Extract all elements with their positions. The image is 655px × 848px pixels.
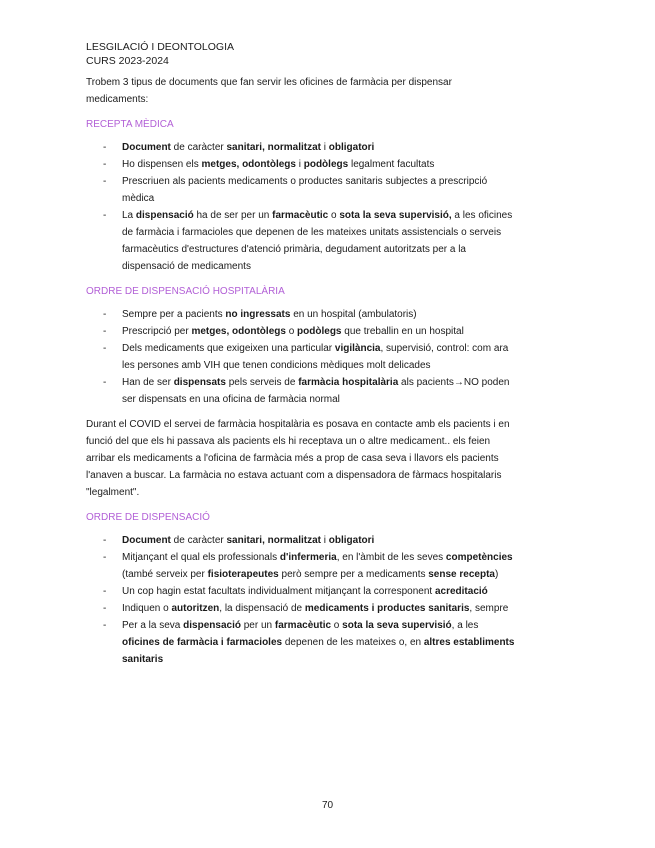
text-run: legalment facultats [348,159,435,170]
bold-text: Document [122,535,171,546]
text-run: Indiquen o [122,603,172,614]
list-item [86,306,516,323]
bold-text: podòlegs [303,159,349,170]
bullet-dash: - [103,535,107,546]
document-page [86,40,516,668]
bullet-dash: - [103,343,107,354]
bold-text: acreditació [434,586,488,597]
text-run: als pacients→NO poden ser dispensats en una oficina de farmàcia normal [122,377,510,405]
text-run: Sempre per a pacients [122,309,226,320]
bold-text: d'infermeria [279,552,337,563]
bold-text: dispensació [135,210,194,221]
bullet-dash: - [103,210,107,221]
bold-text: farmacèutic [272,210,329,221]
bold-text: altres establiments sanitaris [122,637,515,665]
text-run: , en l'àmbit de les seves [336,552,446,563]
section-title-ordre-dispensacio: ORDRE DE DISPENSACIÓ [86,512,210,523]
text-run: per un [240,620,275,631]
bullet-list-ordre-dispensacio [86,532,516,668]
list-item [86,156,516,173]
bold-text: sota la seva supervisió [342,620,452,631]
text-run: de caràcter [170,535,227,546]
list-item [86,583,516,600]
bullet-dash: - [103,377,107,388]
bold-text: medicaments i productes sanitaris [304,603,470,614]
list-item [86,617,516,668]
text-run: de caràcter [170,142,227,153]
bold-text: farmacèutic [274,620,332,631]
text-run: en un hospital (ambulatoris) [290,309,417,320]
text-run: i [295,159,304,170]
bold-text: sota la seva supervisió, [339,210,452,221]
bullet-dash: - [103,309,107,320]
text-run: , supervisió, control: com ara les persones amb VIH que tenen condicions mèdiques molt delicades [122,343,509,371]
text-run: Ho dispensen els [122,159,202,170]
list-item [86,139,516,156]
list-item [86,549,516,583]
text-run: pels serveis de [225,377,299,388]
text-run: , sempre [469,603,509,614]
text-run: , a les [451,620,479,631]
list-item [86,173,516,207]
section-title-recepta: RECEPTA MÈDICA [86,119,174,130]
text-run: i [320,142,329,153]
text-run: Prescripció per [122,326,192,337]
text-run: Dels medicaments que exigeixen una particular [122,343,335,354]
list-item [86,600,516,617]
bullet-dash: - [103,620,107,631]
text-run: La [122,210,136,221]
text-run: i [320,535,329,546]
bold-text: autoritzen [171,603,220,614]
list-item [86,323,516,340]
list-item [86,532,516,549]
bold-text: oficines de farmàcia i farmacioles [122,637,283,648]
bold-text: dispensats [173,377,226,388]
bullet-dash: - [103,586,107,597]
bold-text: obligatori [328,535,375,546]
bullet-dash: - [103,552,107,563]
text-run: que treballin en un hospital [341,326,464,337]
text-run: (també serveix per [122,569,208,580]
bold-text: sense recepta [428,569,495,580]
bullet-dash: - [103,142,107,153]
text-run: ha de ser per un [193,210,273,221]
bold-text: fisioterapeutes [207,569,279,580]
text-run: Prescriuen als pacients medicaments o productes sanitaris subjectes a prescripció mèdica [122,176,488,204]
bold-text: sanitari, normalitzat [226,535,321,546]
bullet-list-recepta [86,139,516,275]
list-item [86,374,516,408]
page-number: 70 [321,800,334,811]
text-run: Mitjançant el qual els professionals [122,552,280,563]
text-run: a les oficines de farmàcia i farmacioles que depenen de les mateixes unitats assistencials o serveis farmacèutics d'estructures d'atenció primària, degudament autoritzats per a la dispensació de medicaments [122,210,513,272]
bold-text: no ingressats [225,309,291,320]
bullet-dash: - [103,159,107,170]
bold-text: dispensació [183,620,241,631]
bullet-dash: - [103,326,107,337]
bold-text: Document [122,142,171,153]
bold-text: vigilància [334,343,381,354]
header-course: CURS 2023-2024 [86,55,169,67]
bold-text: metges, odontòlegs [191,326,286,337]
bold-text: podòlegs [297,326,342,337]
header-subject: LESGILACIÓ I DEONTOLOGIA [86,41,235,53]
document-header [86,40,516,68]
text-run: o [331,620,343,631]
text-run: , la dispensació de [219,603,305,614]
bullet-dash: - [103,603,107,614]
intro-paragraph: Trobem 3 tipus de documents que fan servir les oficines de farmàcia per dispensar medicaments: [86,77,452,105]
covid-paragraph: Durant el COVID el servei de farmàcia hospitalària es posava en contacte amb els pacients i en funció del que els hi passava als pacients els hi receptava un o altre medicament.. els feien arribar els medicaments a l'oficina de farmàcia més a prop de casa seva i llavors els pacients l'anaven a buscar. La farmàcia no estava actuant com a dispensadora de fàrmacs hospitalaris "legalment". [86,419,510,498]
section-title-ordre-hospitalaria: ORDRE DE DISPENSACIÓ HOSPITALÀRIA [86,286,285,297]
bullet-list-ordre-hospitalaria [86,306,516,408]
text-run: o [328,210,340,221]
text-run: o [285,326,298,337]
list-item [86,340,516,374]
text-run: ) [494,569,499,580]
text-run: depenen de les mateixes o, en [282,637,424,648]
text-run: Un cop hagin estat facultats individualment mitjançant la corresponent [122,586,435,597]
list-item [86,207,516,275]
text-run: Per a la seva [122,620,184,631]
bold-text: sanitari, normalitzat [226,142,321,153]
bold-text: farmàcia hospitalària [298,377,399,388]
bold-text: competències [445,552,513,563]
text-run: Han de ser [122,377,174,388]
bold-text: obligatori [328,142,375,153]
text-run: però sempre per a medicaments [278,569,429,580]
bullet-dash: - [103,176,107,187]
bold-text: metges, odontòlegs [201,159,296,170]
